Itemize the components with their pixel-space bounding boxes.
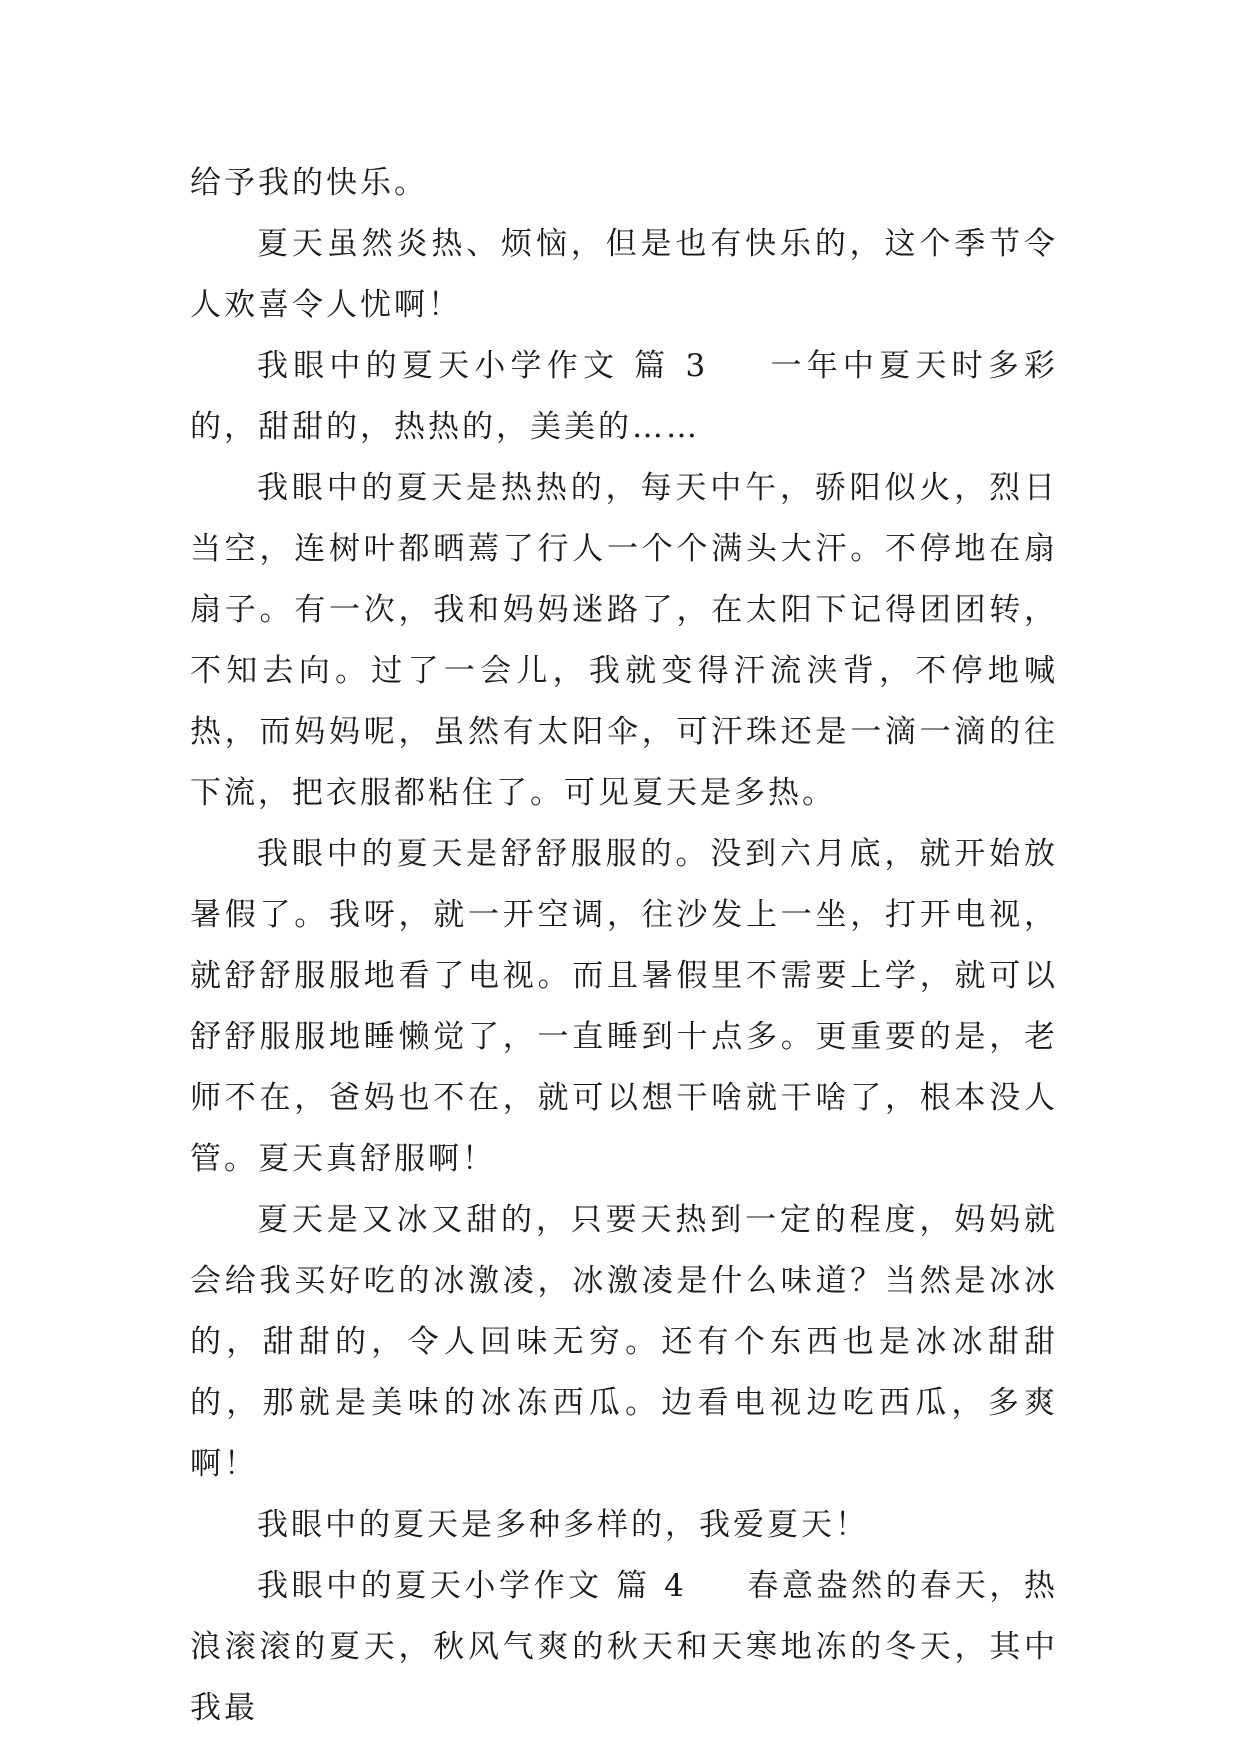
section-heading-3: 我眼中的夏天小学作文 篇 3 [257,348,709,384]
paragraph-4: 我眼中的夏天是热热的，每天中午，骄阳似火，烈日当空，连树叶都晒蔫了行人一个个满头大汗。不停地在扇扇子。有一次，我和妈妈迷路了，在太阳下记得团团转，不知去向。过了一会儿，我就变得汗流浃背，不停地喊热，而妈妈呢，虽然有太阳伞，可汗珠还是一滴一滴的往下流，把衣服都粘住了。可见夏天是多热。 [190,470,1058,811]
paragraph-3 [190,336,1058,458]
paragraph-8 [190,1556,1058,1739]
paragraph-3-text: 一年中夏天时多彩的，甜甜的，热热的，美美的…… [190,348,1059,445]
paragraph-7: 我眼中的夏天是多种多样的，我爱夏天！ [257,1507,869,1543]
section-heading-4: 我眼中的夏天小学作文 篇 4 [257,1568,687,1604]
paragraph-5: 我眼中的夏天是舒舒服服的。没到六月底，就开始放暑假了。我呀，就一开空调，往沙发上一坐，打开电视，就舒舒服服地看了电视。而且暑假里不需要上学，就可以舒舒服服地睡懒觉了，一直睡到十点多。更重要的是，老师不在，爸妈也不在，就可以想干啥就干啥了，根本没人管。夏天真舒服啊！ [190,836,1058,1177]
paragraph-6: 夏天是又冰又甜的，只要天热到一定的程度，妈妈就会给我买好吃的冰激凌，冰激凌是什么味道？当然是冰冰的，甜甜的，令人回味无穷。还有个东西也是冰冰甜甜的，那就是美味的冰冻西瓜。边看电视边吃西瓜，多爽啊！ [190,1202,1058,1482]
document-body [190,153,1058,1739]
paragraph-8-text: 春意盎然的春天，热浪滚滚的夏天，秋风气爽的秋天和天寒地冻的冬天，其中我最 [190,1568,1058,1726]
paragraph-2: 夏天虽然炎热、烦恼，但是也有快乐的，这个季节令人欢喜令人忧啊！ [190,226,1058,323]
paragraph-1: 给予我的快乐。 [190,165,428,201]
